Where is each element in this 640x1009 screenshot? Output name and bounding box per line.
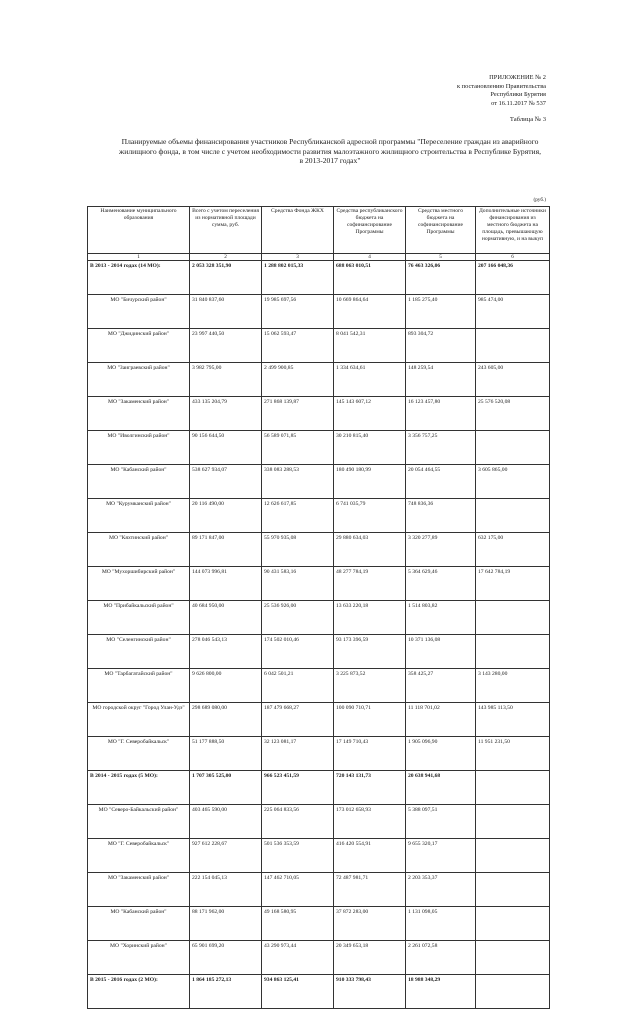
extra-sources-cell	[476, 839, 550, 873]
extra-sources-cell	[476, 873, 550, 907]
municipality-name-cell: МО "Тарбагатайский район"	[88, 669, 190, 703]
fund-cell: 147 462 710,05	[262, 873, 334, 907]
column-number: 2	[190, 254, 262, 261]
column-number: 3	[262, 254, 334, 261]
total-amount-cell: 3 982 795,00	[190, 363, 262, 397]
local-budget-cell: 1 185 275,40	[406, 295, 476, 329]
total-amount-cell: 1 864 185 272,13	[190, 975, 262, 1009]
municipality-name-cell: МО "Закаменский район"	[88, 873, 190, 907]
fund-cell: 56 589 071,85	[262, 431, 334, 465]
units-label: (руб.)	[533, 197, 546, 203]
table-row	[88, 363, 550, 397]
local-budget-cell: 2 203 353,37	[406, 873, 476, 907]
extra-sources-cell: 25 576 520,08	[476, 397, 550, 431]
table-body	[88, 254, 550, 1009]
table-row	[88, 805, 550, 839]
local-budget-cell: 16 123 457,80	[406, 397, 476, 431]
extra-sources-cell: 11 951 231,50	[476, 737, 550, 771]
extra-sources-cell	[476, 907, 550, 941]
table-row	[88, 295, 550, 329]
local-budget-cell: 18 988 348,29	[406, 975, 476, 1009]
table-row	[88, 907, 550, 941]
municipality-name-cell: МО "Закаменский район"	[88, 397, 190, 431]
republic-budget-cell: 29 880 634,03	[334, 533, 406, 567]
column-header: Средства Фонда ЖКХ	[262, 207, 334, 254]
table-row	[88, 499, 550, 533]
municipality-name-cell: МО "Хоринский район"	[88, 941, 190, 975]
extra-sources-cell	[476, 601, 550, 635]
local-budget-cell: 2 261 072,58	[406, 941, 476, 975]
republic-budget-cell: 17 149 710,43	[334, 737, 406, 771]
total-amount-cell: 40 684 950,00	[190, 601, 262, 635]
table-row	[88, 703, 550, 737]
table-subtotal-row	[88, 975, 550, 1009]
fund-cell: 934 863 125,41	[262, 975, 334, 1009]
municipality-name-cell: МО "Кяхтинский район"	[88, 533, 190, 567]
local-budget-cell: 1 514 803,82	[406, 601, 476, 635]
fund-cell: 19 985 697,56	[262, 295, 334, 329]
republic-budget-cell: 145 143 607,12	[334, 397, 406, 431]
total-amount-cell: 222 154 045,13	[190, 873, 262, 907]
local-budget-cell: 358 425,27	[406, 669, 476, 703]
fund-cell: 966 523 451,59	[262, 771, 334, 805]
local-budget-cell: 11 118 701,02	[406, 703, 476, 737]
local-budget-cell: 5 388 097,51	[406, 805, 476, 839]
republic-budget-cell: 173 012 658,93	[334, 805, 406, 839]
fund-cell: 49 168 580,95	[262, 907, 334, 941]
local-budget-cell: 3 356 757,25	[406, 431, 476, 465]
table-row	[88, 329, 550, 363]
local-budget-cell: 1 131 098,05	[406, 907, 476, 941]
fund-cell: 90 431 583,16	[262, 567, 334, 601]
local-budget-cell: 20 054 464,55	[406, 465, 476, 499]
extra-sources-cell	[476, 431, 550, 465]
municipality-name-cell: В 2013 - 2014 годах (14 МО):	[88, 261, 190, 295]
table-row	[88, 431, 550, 465]
fund-cell: 12 626 617,85	[262, 499, 334, 533]
table-row	[88, 601, 550, 635]
total-amount-cell: 20 116 490,00	[190, 499, 262, 533]
extra-sources-cell	[476, 635, 550, 669]
extra-sources-cell	[476, 975, 550, 1009]
municipality-name-cell: МО "Прибайкальский район"	[88, 601, 190, 635]
total-amount-cell: 433 135 204,79	[190, 397, 262, 431]
table-row	[88, 465, 550, 499]
total-amount-cell: 403 465 590,00	[190, 805, 262, 839]
extra-sources-cell: 207 166 048,36	[476, 261, 550, 295]
republic-budget-cell: 10 669 864,64	[334, 295, 406, 329]
column-header: Средства местного бюджета на софинансирование Программы	[406, 207, 476, 254]
municipality-name-cell: В 2014 - 2015 годах (5 МО):	[88, 771, 190, 805]
total-amount-cell: 65 901 699,20	[190, 941, 262, 975]
table-row	[88, 635, 550, 669]
municipality-name-cell: МО "Курумканский район"	[88, 499, 190, 533]
extra-sources-cell: 632 175,00	[476, 533, 550, 567]
republic-budget-cell: 93 173 396,59	[334, 635, 406, 669]
municipality-name-cell: МО "Мухоршибирский район"	[88, 567, 190, 601]
table-row	[88, 839, 550, 873]
total-amount-cell: 298 689 080,00	[190, 703, 262, 737]
local-budget-cell: 20 638 941,68	[406, 771, 476, 805]
total-amount-cell: 1 707 305 525,00	[190, 771, 262, 805]
republic-budget-cell: 910 333 798,43	[334, 975, 406, 1009]
column-header: Наименование муниципального образования	[88, 207, 190, 254]
total-amount-cell: 51 177 888,50	[190, 737, 262, 771]
local-budget-cell: 3 320 277,89	[406, 533, 476, 567]
municipality-name-cell: МО "Кабанский район"	[88, 465, 190, 499]
local-budget-cell: 893 304,72	[406, 329, 476, 363]
fund-cell: 338 083 288,53	[262, 465, 334, 499]
total-amount-cell: 88 171 962,00	[190, 907, 262, 941]
total-amount-cell: 9 626 800,00	[190, 669, 262, 703]
republic-budget-cell: 48 277 784,19	[334, 567, 406, 601]
local-budget-cell: 5 364 629,46	[406, 567, 476, 601]
table-row	[88, 669, 550, 703]
extra-sources-cell	[476, 771, 550, 805]
extra-sources-cell	[476, 941, 550, 975]
appendix-date: от 16.11.2017 № 537	[491, 99, 546, 107]
column-header: Средства республиканского бюджета на софинансирование Программы	[334, 207, 406, 254]
table-row	[88, 533, 550, 567]
table-subtotal-row	[88, 771, 550, 805]
republic-budget-cell: 416 420 554,91	[334, 839, 406, 873]
total-amount-cell: 90 156 644,50	[190, 431, 262, 465]
fund-cell: 271 868 139,87	[262, 397, 334, 431]
fund-cell: 174 502 010,46	[262, 635, 334, 669]
fund-cell: 55 970 935,08	[262, 533, 334, 567]
municipality-name-cell: МО "Г. Северобайкальск"	[88, 839, 190, 873]
appendix-title: ПРИЛОЖЕНИЕ № 2	[489, 74, 546, 81]
local-budget-cell: 1 905 096,90	[406, 737, 476, 771]
table-row	[88, 567, 550, 601]
table-row	[88, 873, 550, 907]
republic-budget-cell: 30 210 815,40	[334, 431, 406, 465]
municipality-name-cell: МО "Г. Северобайкальск"	[88, 737, 190, 771]
total-amount-cell: 278 046 543,13	[190, 635, 262, 669]
column-header: Дополнительные источники финансирования из местного бюджета на площадь, превышающую нормативную, и на выкуп	[476, 207, 550, 254]
municipality-name-cell: МО "Джидинский район"	[88, 329, 190, 363]
republic-budget-cell: 20 349 653,18	[334, 941, 406, 975]
local-budget-cell: 76 463 326,06	[406, 261, 476, 295]
municipality-name-cell: В 2015 - 2016 годах (2 МО):	[88, 975, 190, 1009]
total-amount-cell: 23 997 440,50	[190, 329, 262, 363]
local-budget-cell: 148 259,54	[406, 363, 476, 397]
municipality-name-cell: МО "Северо-Байкальский район"	[88, 805, 190, 839]
total-amount-cell: 89 171 847,00	[190, 533, 262, 567]
municipality-name-cell: МО "Бичурский район"	[88, 295, 190, 329]
table-row	[88, 941, 550, 975]
financing-table	[87, 206, 550, 1009]
fund-cell: 15 062 593,47	[262, 329, 334, 363]
appendix-republic: Республики Бурятия	[490, 91, 546, 99]
appendix-block	[457, 74, 546, 108]
municipality-name-cell: МО "Иволгинский район"	[88, 431, 190, 465]
total-amount-cell: 31 840 837,60	[190, 295, 262, 329]
local-budget-cell: 9 655 320,17	[406, 839, 476, 873]
republic-budget-cell: 72 487 981,71	[334, 873, 406, 907]
column-number: 6	[476, 254, 550, 261]
republic-budget-cell: 13 633 220,18	[334, 601, 406, 635]
republic-budget-cell: 37 872 283,00	[334, 907, 406, 941]
total-amount-cell: 927 612 228,67	[190, 839, 262, 873]
fund-cell: 6 042 501,21	[262, 669, 334, 703]
republic-budget-cell: 720 143 131,73	[334, 771, 406, 805]
republic-budget-cell: 100 090 710,71	[334, 703, 406, 737]
local-budget-cell: 10 371 136,08	[406, 635, 476, 669]
municipality-name-cell: МО "Кабанский район"	[88, 907, 190, 941]
table-number: Таблица № 3	[509, 116, 546, 123]
fund-cell: 25 536 926,00	[262, 601, 334, 635]
extra-sources-cell	[476, 499, 550, 533]
fund-cell: 2 499 900,85	[262, 363, 334, 397]
table-subtotal-row	[88, 261, 550, 295]
extra-sources-cell: 985 474,00	[476, 295, 550, 329]
table-row	[88, 397, 550, 431]
column-number: 4	[334, 254, 406, 261]
extra-sources-cell: 243 605,00	[476, 363, 550, 397]
republic-budget-cell: 8 041 542,31	[334, 329, 406, 363]
extra-sources-cell: 143 985 113,50	[476, 703, 550, 737]
column-number: 1	[88, 254, 190, 261]
fund-cell: 1 288 802 015,33	[262, 261, 334, 295]
republic-budget-cell: 688 063 010,51	[334, 261, 406, 295]
fund-cell: 43 290 973,44	[262, 941, 334, 975]
municipality-name-cell: МО "Заиграевский район"	[88, 363, 190, 397]
total-amount-cell: 538 627 934,07	[190, 465, 262, 499]
column-header: Всего с учетом переселения из нормативной площади сумма, руб.	[190, 207, 262, 254]
local-budget-cell: 748 836,36	[406, 499, 476, 533]
extra-sources-cell: 3 605 865,00	[476, 465, 550, 499]
appendix-decree: к постановлению Правительства	[456, 82, 546, 90]
extra-sources-cell	[476, 329, 550, 363]
table-row	[88, 737, 550, 771]
fund-cell: 501 536 353,59	[262, 839, 334, 873]
column-number: 5	[406, 254, 476, 261]
total-amount-cell: 144 073 996,81	[190, 567, 262, 601]
fund-cell: 187 479 668,27	[262, 703, 334, 737]
extra-sources-cell: 3 143 280,00	[476, 669, 550, 703]
republic-budget-cell: 3 225 873,52	[334, 669, 406, 703]
table-header-row	[88, 207, 550, 254]
column-number-row	[88, 254, 550, 261]
municipality-name-cell: МО городской округ "Город Улан-Удэ"	[88, 703, 190, 737]
total-amount-cell: 2 053 328 351,90	[190, 261, 262, 295]
municipality-name-cell: МО "Селенгинский район"	[88, 635, 190, 669]
extra-sources-cell	[476, 805, 550, 839]
extra-sources-cell: 17 642 784,19	[476, 567, 550, 601]
document-title: Планируемые объемы финансирования участников Республиканской адресной программы "Переселение граждан из аварийного жилищного фонда, в том числе с учетом необходимости развития малоэтажного жилищного строительства в Республике Бурятия, в 2013-2017 годах"	[119, 137, 541, 166]
republic-budget-cell: 180 490 180,99	[334, 465, 406, 499]
republic-budget-cell: 1 334 634,61	[334, 363, 406, 397]
republic-budget-cell: 6 741 035,79	[334, 499, 406, 533]
fund-cell: 225 064 833,56	[262, 805, 334, 839]
fund-cell: 32 123 081,17	[262, 737, 334, 771]
